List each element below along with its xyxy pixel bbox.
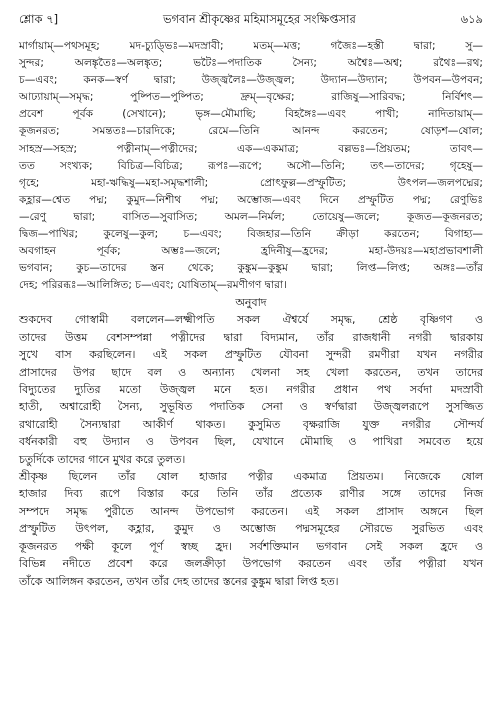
translation-paragraph-1 [19, 311, 483, 468]
translation-line: হাতী, অশ্বারোহী সৈন্য, সুভূষিত পদাতিক সেনা ও স্বর্ণদ্বারা উজ্জ্বলরূপে সুসজ্জিত [19, 400, 483, 414]
translation-line: প্রস্ফুটিত উৎপল, কহ্লার, কুমুদ ও অম্ভোজ পদ্মসমূহের সৌরভে সুরভিত এবং [19, 522, 483, 536]
translation-line: বিদ্যুতের দ্যুতির মতো উজ্জ্বল মনে হত। নগরীর প্রধান পথ সর্বদা মদস্রাবী [19, 383, 483, 397]
running-header [19, 12, 483, 38]
translation-line: সুখে বাস করছিলেন। এই সকল প্রস্ফুটিত যৌবনা সুন্দরী রমণীরা যখন নগরীর [19, 348, 483, 362]
translation-heading: অনুবাদ [235, 296, 267, 310]
translation-line: চতুর্দিকে তাদের গানে মুখর করে তুলত। [19, 452, 186, 466]
meaning-line: ভগবান; কুচ—তাদের স্তন থেকে; কুঙ্কুম—কুঙ্কুম দ্বারা; লিপ্ত—লিপ্ত; অঙ্গঃ—তাঁর [19, 262, 483, 275]
translation-line: শুকদেব গোস্বামী বললেন—লক্ষ্মীপতি সকল ঐশ্বর্যে সমৃদ্ধ, শ্রেষ্ঠ বৃষ্ণিগণ ও [19, 313, 483, 327]
translation-line: কূজনরত পক্ষী কূলে পূর্ণ স্বচ্ছ হ্রদ। সর্বশক্তিমান ভগবান সেই সকল হ্রদে ও [19, 539, 483, 553]
translation-line: বর্ধনকারী বহু উদ্যান ও উপবন ছিল, যেখানে মৌমাছি ও পাখিরা সমবেত হয়ে [19, 435, 483, 449]
translation-line: তাদের উত্তম বেশসম্পন্না পত্নীদের দ্বারা বিদ্যমান, তাঁর রাজধানী নগরী দ্বারকায় [19, 330, 483, 344]
meaning-line: দেহ; পরিরব্ধঃ—আলিঙ্গিত; চ—এবং; যোষিতাম্—রমণীগণ দ্বারা। [19, 279, 287, 292]
meaning-line: গৃহে; মহা-ঋদ্ধিষু—মহা-সমৃদ্ধশালী; প্রোৎফুল্ল—প্রস্ফুটিত; উৎপল—জলপদ্মের; [19, 176, 483, 189]
translation-line: হাজার দিব্য রূপে বিস্তার করে তিনি তাঁর প্রত্যেক রাণীর সঙ্গে তাদের নিজ [19, 487, 483, 501]
meaning-line: —রেণু দ্বারা; বাসিত—সুবাসিত; অমল—নির্মল; তোয়েষু—জলে; কূজত—কূজনরত; [19, 210, 483, 223]
meaning-line: অবগাহন পূর্বক; অম্ভঃ—জলে; হ্রদিনীষু—হ্রদের; মহা-উদয়ঃ—মহাপ্রভাবশালী [19, 245, 483, 258]
meaning-line: আঢ্যায়াম্—সমৃদ্ধ; পুষ্পিত—পুষ্পিত; দ্রুম্—বৃক্ষের; রাজিষু—সারিবদ্ধ; নির্বিশৎ— [19, 91, 483, 104]
verse-reference: শ্লোক ৭] [19, 12, 59, 26]
translation-line: তাঁকে আলিঙ্গন করতেন, তখন তাঁর দেহ তাদের স্তনের কুঙ্কুম দ্বারা লিপ্ত হত। [19, 574, 339, 588]
translation-line: বিভিন্ন নদীতে প্রবেশ করে জলক্রীড়া উপভোগ করতেন এবং তাঁর পত্নীরা যখন [19, 557, 483, 571]
meaning-line: কহ্লার—শ্বেত পদ্ম; কুমুদ—নিশীথ পদ্ম; অম্ভোজ—এবং দিনে প্রস্ফুটিত পদ্ম; রেণুভিঃ [19, 193, 483, 206]
running-title: ভগবান শ্রীকৃষ্ণের মহিমাসমূহের সংক্ষিপ্তসার [162, 12, 356, 26]
meaning-line: সাহস্র—সহস্র; পত্নীনাম্—পত্নীদের; এক—একমাত্র; বল্লভঃ—প্রিয়তম; তাবৎ— [19, 142, 483, 155]
meaning-line: দ্বিজ—পাখির; কুলেষু—কুল; চ—এবং; বিজহার—তিনি ক্রীড়া করতেন; বিগাহ্য— [19, 228, 483, 241]
translation-line: সম্পদে সমৃদ্ধ পুরীতে আনন্দ উপভোগ করতেন। এই সকল প্রাসাদ অঙ্গনে ছিল [19, 504, 483, 518]
page-number: ৬১৯ [460, 12, 483, 26]
meaning-line: চ—এবং; কনক—স্বর্ণ দ্বারা; উজ্জ্বলৈঃ—উজ্জ্বল; উদ্যান—উদ্যান; উপবন—উপবন; [19, 74, 483, 87]
meaning-line: কূজনরত; সমন্ততঃ—চারদিকে; রেমে—তিনি আনন্দ করতেন; ষোড়শ—ষোল; [19, 125, 483, 138]
meaning-line: মার্গায়াম্—পথসমূহ; মদ-চ্যুড্ভিঃ—মদস্রাবী; মতম্—মত্ত; গজৈঃ—হস্তী দ্বারা; সু— [19, 40, 483, 52]
word-for-word-meanings [19, 38, 483, 294]
meaning-line: তত সংখ্যক; বিচিত্র—বিচিত্র; রূপঃ—রূপে; অসৌ—তিনি; তৎ—তাদের; গৃহেষু— [19, 159, 483, 172]
translation-line: শ্রীকৃষ্ণ ছিলেন তাঁর ষোল হাজার পত্নীর একমাত্র প্রিয়তম। নিজেকে ষোল [19, 470, 483, 484]
translation-line: রথারোহী সৈন্যদ্বারা আকীর্ণ থাকত। কুসুমিত বৃক্ষরাজি যুক্ত নগরীর সৌন্দর্য [19, 417, 483, 431]
meaning-line: সুন্দর; অলঙ্কৃতৈঃ—অলঙ্কৃত; ভটৈঃ—পদাতিক সৈন্য; অশ্বৈঃ—অশ্ব; রথৈঃ—রথ; [19, 57, 483, 70]
translation-paragraph-2 [19, 468, 483, 590]
meaning-line: প্রবেশ পূর্বক (সেখানে); ভৃঙ্গ—মৌমাছি; বিহঙ্গৈঃ—এবং পাখী; নাদিতায়াম্— [19, 108, 483, 121]
translation-line: প্রাসাদের উপর ছাদে বল ও অন্যান্য খেলনা সহ খেলা করতেন, তখন তাদের [19, 365, 483, 379]
